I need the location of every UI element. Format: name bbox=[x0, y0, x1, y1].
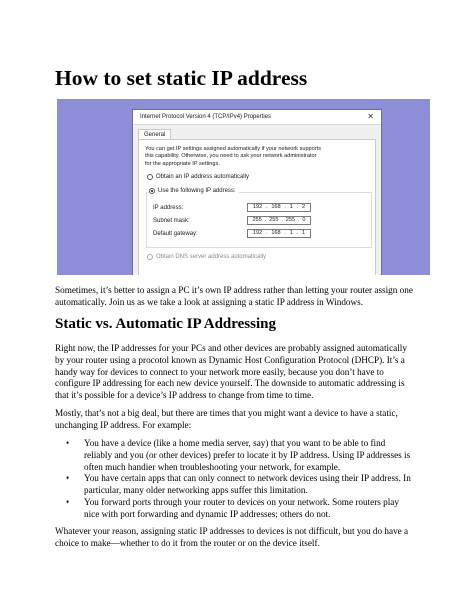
ip-address-label: IP address: bbox=[153, 205, 184, 211]
dot: . bbox=[296, 204, 299, 210]
radio-off-icon bbox=[147, 174, 153, 180]
list-item-text bbox=[84, 473, 411, 497]
radio-label: Obtain DNS server address automatically bbox=[156, 254, 267, 260]
text-line: You have certain apps that can only connect to network devices using their IP address. In bbox=[84, 473, 411, 483]
radio-off-icon bbox=[147, 254, 153, 260]
ipv4-properties-dialog bbox=[132, 109, 382, 275]
radio-on-icon bbox=[149, 188, 155, 194]
radio-obtain-automatically bbox=[147, 174, 249, 180]
list-item-text bbox=[84, 497, 399, 521]
text-line: choice to make—whether to do it from the router or on the device itself. bbox=[55, 537, 320, 548]
section-heading: Static vs. Automatic IP Addressing bbox=[55, 316, 276, 332]
octet: 1 bbox=[289, 230, 293, 236]
dot: . bbox=[296, 230, 299, 236]
dot: . bbox=[297, 217, 300, 223]
paragraph-static bbox=[55, 408, 398, 432]
text-line: nice with port forwarding and dynamic IP addresses; others do not. bbox=[84, 508, 331, 519]
text-line: You forward ports through your router to devices on your network. Some routers play bbox=[84, 497, 399, 507]
page-title: How to set static IP address bbox=[55, 66, 308, 90]
text-line: unchanging IP address. For example: bbox=[55, 419, 192, 430]
octet: 192 bbox=[252, 204, 263, 210]
radio-use-following bbox=[149, 188, 239, 194]
dialog-description bbox=[145, 146, 370, 168]
bullet-icon: • bbox=[66, 473, 70, 483]
description-line: for the appropriate IP settings. bbox=[145, 160, 220, 167]
octet: 255 bbox=[269, 217, 279, 223]
octet: 255 bbox=[285, 217, 296, 223]
text-line: by your router using a procotol known as Dynamic Host Configuration Protocol (DHCP). It’s a bbox=[55, 354, 405, 365]
radio-obtain-dns bbox=[147, 254, 266, 260]
dialog-title: Internet Protocol Version 4 (TCP/IPv4) Properties bbox=[140, 114, 272, 120]
octet: 192 bbox=[252, 230, 263, 236]
dialog-titlebar bbox=[133, 110, 381, 124]
description-line: You can get IP settings assigned automatically if your network supports bbox=[145, 146, 321, 152]
dot: . bbox=[284, 204, 286, 210]
ip-address-field bbox=[247, 203, 311, 212]
text-line: Whatever your reason, assigning static IP addresses to devices is not difficult, but you do have a bbox=[55, 526, 409, 536]
subnet-mask-field bbox=[247, 216, 311, 225]
default-gateway-field bbox=[247, 229, 311, 238]
text-line: reliably and you (or other devices) prefer to locate it by IP address. Using IP addresses is bbox=[84, 449, 411, 460]
text-line: often much handier when troubleshooting your network, for example. bbox=[84, 461, 341, 472]
dot: . bbox=[265, 204, 268, 210]
octet: 2 bbox=[301, 204, 306, 210]
octet: 255 bbox=[252, 217, 262, 223]
text-line: automatically. Join us as we take a look at assigning a static IP address in Windows. bbox=[55, 296, 364, 307]
octet: 0 bbox=[302, 217, 306, 223]
general-panel bbox=[138, 139, 376, 275]
closing-paragraph bbox=[55, 526, 408, 550]
text-line: that it’s possible for a device’s IP address to change from time to time. bbox=[55, 390, 314, 401]
text-line: Right now, the IP addresses for your PCs and other devices are probably assigned automatically bbox=[55, 343, 407, 353]
radio-label: Use the following IP address: bbox=[158, 188, 236, 194]
text-line: You have a device (like a home media server, say) that you want to be able to find bbox=[84, 438, 386, 448]
list-item-text bbox=[84, 438, 410, 473]
bullet-icon: • bbox=[66, 497, 70, 507]
octet: 168 bbox=[271, 204, 281, 210]
dot: . bbox=[281, 217, 283, 223]
static-ip-group bbox=[146, 188, 372, 248]
dot: . bbox=[265, 230, 268, 236]
octet: 1 bbox=[301, 230, 306, 236]
text-line: particular, many older networking apps suffer this limitation. bbox=[84, 484, 308, 495]
description-line: this capability. Otherwise, you need to ask your network administrator bbox=[145, 153, 317, 160]
radio-label: Obtain an IP address automatically bbox=[156, 174, 249, 180]
default-gateway-label: Default gateway: bbox=[153, 231, 198, 237]
dot: . bbox=[284, 230, 286, 236]
screenshot-figure bbox=[57, 99, 430, 275]
subnet-mask-label: Subnet mask: bbox=[153, 218, 190, 224]
text-line: Mostly, that’s not a big deal, but there are times that you might want a device to have a static, bbox=[55, 408, 398, 418]
text-line: handy way for devices to connect to your network more easily, because you don’t have to bbox=[55, 366, 384, 377]
close-icon: ✕ bbox=[367, 112, 374, 121]
intro-paragraph bbox=[55, 285, 413, 309]
octet: 1 bbox=[289, 204, 293, 210]
dot: . bbox=[264, 217, 267, 223]
bullet-icon: • bbox=[66, 438, 70, 448]
text-line: configure IP addressing for each new device yourself. The downside to automatic addressing is bbox=[55, 378, 405, 389]
octet: 168 bbox=[271, 230, 281, 236]
paragraph-dhcp bbox=[55, 343, 407, 402]
tab-general: General bbox=[138, 129, 171, 140]
dialog-body bbox=[133, 124, 381, 275]
text-line: Sometimes, it’s better to assign a PC it’s own IP address rather than letting your router assign one bbox=[55, 285, 413, 295]
